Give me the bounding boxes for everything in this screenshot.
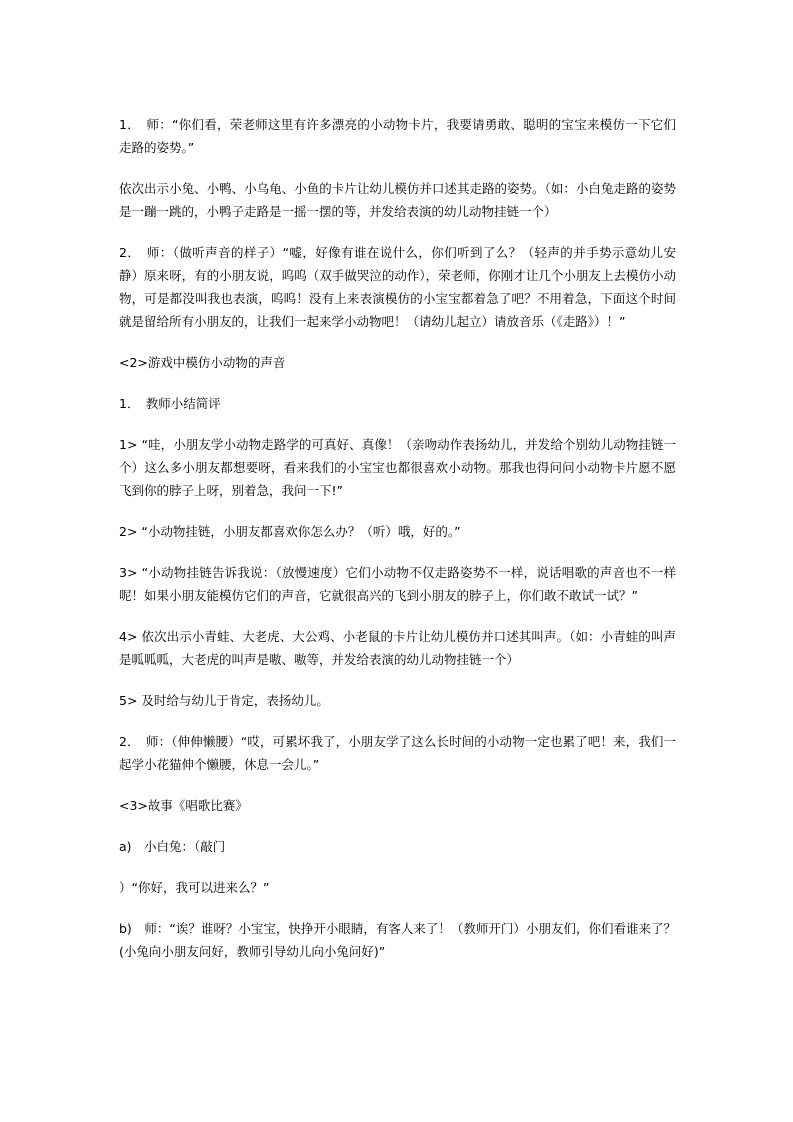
paragraph: 1> “哇，小朋友学小动物走路学的可真好、真像！（亲吻动作表扬幼儿，并发给个别幼儿动物挂链一个）这么多小朋友都想要呀，看来我们的小宝宝也都很喜欢小动物。那我也得问问小动物卡片愿不愿飞到你的脖子上呀，别着急，我问一下!” [119, 437, 676, 498]
paragraph: 5> 及时给与幼儿于肯定，表扬幼儿。 [119, 693, 329, 708]
paragraph: 3> “小动物挂链告诉我说：（放慢速度）它们小动物不仅走路姿势不一样，说话唱歌的声音也不一样呢！如果小朋友能模仿它们的声音，它就很高兴的飞到小朋友的脖子上，你们敢不敢试一试？” [119, 565, 676, 603]
paragraph: 1． 师：“你们看，荣老师这里有许多漂亮的小动物卡片，我要请勇敢、聪明的宝宝来模仿一下它们走路的姿势。” [119, 117, 676, 155]
paragraph: 1． 教师小结简评 [119, 396, 221, 411]
paragraph: b) 师：“诶？谁呀？小宝宝，快挣开小眼睛，有客人来了！（教师开门）小朋友们，你们看谁来了？(小兔向小朋友问好，教师引导幼儿向小兔问好)” [119, 921, 676, 959]
paragraph: 2． 师：（做听声音的样子）“嘘，好像有谁在说什么，你们听到了么？（轻声的并手势示意幼儿安静）原来呀，有的小朋友说，呜呜（双手做哭泣的动作），荣老师，你刚才让几个小朋友上去模仿小动物，可是都没叫我也表演，呜呜！没有上来表演模仿的小宝宝都着急了吧？不用着急，下面这个时间就是留给所有小朋友的，让我们一起来学小动物吧！（请幼儿起立）请放音乐（《走路》）！” [119, 245, 676, 329]
section-heading: <2>游戏中模仿小动物的声音 [119, 355, 286, 370]
paragraph: 2． 师：（伸伸懒腰）“哎，可累坏我了，小朋友学了这么长时间的小动物一定也累了吧！来，我们一起学小花猫伸个懒腰，休息一会儿。” [119, 734, 676, 772]
paragraph: ）“你好，我可以进来么？” [119, 880, 270, 895]
paragraph: a) 小白兔：（敲门 [119, 839, 226, 854]
paragraph: 依次出示小兔、小鸭、小乌龟、小鱼的卡片让幼儿模仿并口述其走路的姿势。（如：小白兔走路的姿势是一蹦一跳的，小鸭子走路是一摇一摆的等，并发给表演的幼儿动物挂链一个） [119, 181, 676, 219]
paragraph: 4> 依次出示小青蛙、大老虎、大公鸡、小老鼠的卡片让幼儿模仿并口述其叫声。（如：小青蛙的叫声是呱呱呱，大老虎的叫声是嗷、嗷等，并发给表演的幼儿动物挂链一个） [119, 629, 676, 667]
paragraph: 2> “小动物挂链，小朋友都喜欢你怎么办？（听）哦，好的。” [119, 524, 461, 539]
section-heading: <3>故事《唱歌比赛》 [119, 798, 248, 813]
document-body [119, 113, 676, 981]
